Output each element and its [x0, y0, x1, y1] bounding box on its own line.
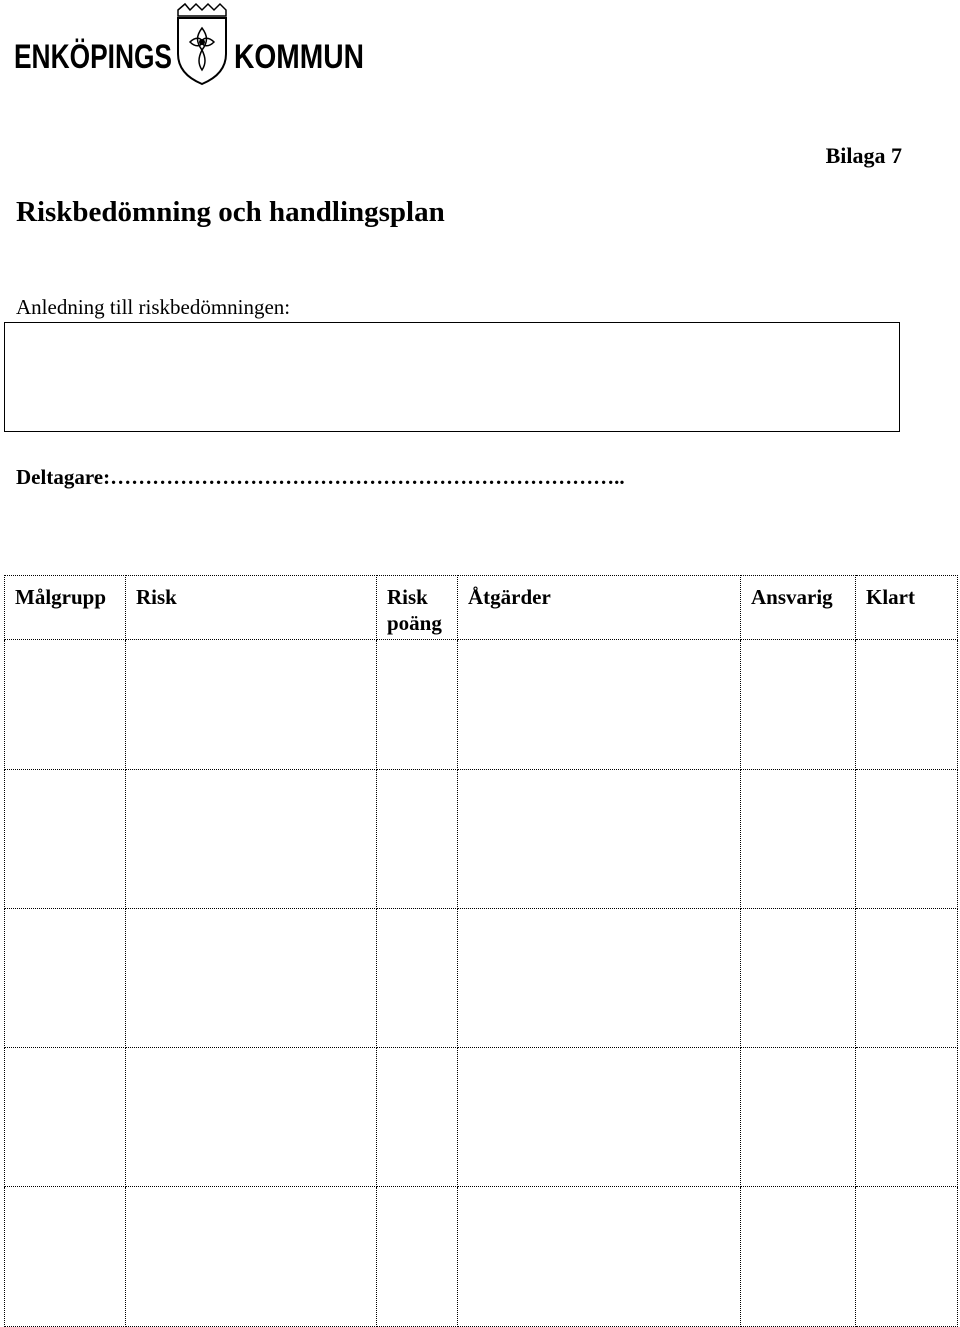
cell-risk-poang[interactable] — [377, 909, 458, 1048]
risk-action-table — [4, 575, 958, 1327]
cell-ansvarig[interactable] — [741, 770, 856, 909]
table-row — [5, 909, 958, 1048]
cell-risk[interactable] — [126, 1187, 377, 1327]
cell-ansvarig[interactable] — [741, 909, 856, 1048]
attachment-label: Bilaga 7 — [825, 143, 902, 168]
cell-ansvarig[interactable] — [741, 640, 856, 770]
reason-label: Anledning till riskbedömningen: — [16, 295, 291, 319]
cell-atgarder[interactable] — [458, 1048, 741, 1187]
page-title: Riskbedömning och handlingsplan — [16, 196, 445, 228]
header-klart: Klart — [856, 576, 958, 640]
cell-atgarder[interactable] — [458, 640, 741, 770]
table-row — [5, 1187, 958, 1327]
cell-risk[interactable] — [126, 770, 377, 909]
cell-atgarder[interactable] — [458, 1187, 741, 1327]
cell-risk[interactable] — [126, 640, 377, 770]
cell-klart[interactable] — [856, 640, 958, 770]
cell-risk-poang[interactable] — [377, 770, 458, 909]
cell-malgrupp[interactable] — [5, 1187, 126, 1327]
logo-text-left: ENKÖPINGS — [14, 38, 172, 76]
cell-ansvarig[interactable] — [741, 1048, 856, 1187]
header-risk-poang: Risk poäng — [377, 576, 458, 640]
cell-risk-poang[interactable] — [377, 1048, 458, 1187]
cell-klart[interactable] — [856, 770, 958, 909]
cell-ansvarig[interactable] — [741, 1187, 856, 1327]
cell-klart[interactable] — [856, 1187, 958, 1327]
reason-input-box[interactable] — [4, 322, 900, 432]
cell-malgrupp[interactable] — [5, 640, 126, 770]
coat-of-arms-icon — [178, 4, 226, 84]
cell-risk-poang[interactable] — [377, 1187, 458, 1327]
cell-klart[interactable] — [856, 909, 958, 1048]
table-header-row — [5, 576, 958, 640]
logo-text-right: KOMMUN — [234, 38, 364, 76]
cell-malgrupp[interactable] — [5, 1048, 126, 1187]
cell-risk[interactable] — [126, 909, 377, 1048]
cell-risk[interactable] — [126, 1048, 377, 1187]
cell-klart[interactable] — [856, 1048, 958, 1187]
table-row — [5, 1048, 958, 1187]
header-risk: Risk — [126, 576, 377, 640]
cell-risk-poang[interactable] — [377, 640, 458, 770]
cell-atgarder[interactable] — [458, 909, 741, 1048]
table-row — [5, 770, 958, 909]
cell-malgrupp[interactable] — [5, 770, 126, 909]
enkopings-kommun-logo — [14, 2, 366, 86]
header-ansvarig: Ansvarig — [741, 576, 856, 640]
header-atgarder: Åtgärder — [458, 576, 741, 640]
table-row — [5, 640, 958, 770]
cell-atgarder[interactable] — [458, 770, 741, 909]
header-malgrupp: Målgrupp — [5, 576, 126, 640]
participants-field[interactable]: Deltagare:……………………………………………………………….. — [16, 465, 625, 489]
cell-malgrupp[interactable] — [5, 909, 126, 1048]
